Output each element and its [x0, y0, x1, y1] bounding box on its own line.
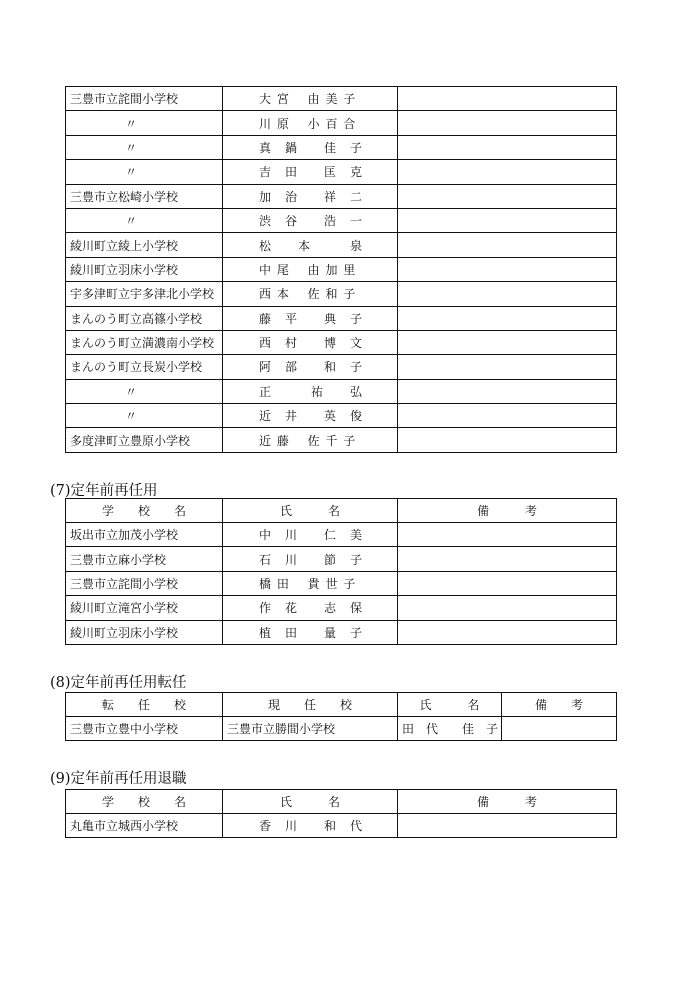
- table-row: [66, 717, 617, 741]
- note-cell: [398, 87, 617, 111]
- note-cell: [398, 355, 617, 379]
- section7-table: [65, 498, 617, 645]
- school-cell: 綾川町立羽床小学校: [66, 620, 223, 644]
- note-cell: [398, 620, 617, 644]
- note-cell: [502, 717, 617, 741]
- name-cell: 中 尾 由 加 里: [223, 257, 398, 281]
- table-row: [66, 330, 617, 354]
- name-cell: 香 川 和 代: [223, 814, 398, 838]
- section7-title: (7)定年前再任用: [50, 483, 158, 499]
- school-cell: 綾川町立滝宮小学校: [66, 596, 223, 620]
- note-cell: [398, 111, 617, 135]
- table-row: [66, 547, 617, 571]
- school-cell: 〃: [66, 111, 223, 135]
- school-cell: 綾川町立羽床小学校: [66, 257, 223, 281]
- note-cell: [398, 257, 617, 281]
- name-cell: 松 本 泉: [223, 233, 398, 257]
- school-cell: 三豊市立麻小学校: [66, 547, 223, 571]
- note-cell: [398, 306, 617, 330]
- note-cell: [398, 208, 617, 232]
- name-cell: 西 本 佐 和 子: [223, 282, 398, 306]
- header-school: 学 校 名: [66, 499, 223, 523]
- header-school: 学 校 名: [66, 790, 223, 814]
- header-to-school: 転 任 校: [66, 693, 223, 717]
- name-cell: 田 代 佳 子: [398, 717, 502, 741]
- to-school-cell: 三豊市立豊中小学校: [66, 717, 223, 741]
- name-cell: 渋 谷 浩 一: [223, 208, 398, 232]
- table-row: [66, 306, 617, 330]
- table-row: [66, 404, 617, 428]
- name-cell: 川 原 小 百 合: [223, 111, 398, 135]
- top-table: [65, 86, 617, 453]
- section7-header-row: [66, 499, 617, 523]
- note-cell: [398, 184, 617, 208]
- header-name: 氏 名: [223, 499, 398, 523]
- note-cell: [398, 596, 617, 620]
- name-cell: 正 祐 弘: [223, 379, 398, 403]
- table-row: [66, 355, 617, 379]
- school-cell: まんのう町立長炭小学校: [66, 355, 223, 379]
- name-cell: 阿 部 和 子: [223, 355, 398, 379]
- school-cell: 〃: [66, 160, 223, 184]
- section9-title: (9)定年前再任用退職: [50, 771, 187, 787]
- table-row: [66, 111, 617, 135]
- school-cell: 三豊市立詫間小学校: [66, 87, 223, 111]
- note-cell: [398, 814, 617, 838]
- header-name: 氏 名: [398, 693, 502, 717]
- school-cell: まんのう町立満濃南小学校: [66, 330, 223, 354]
- name-cell: 橋 田 貴 世 子: [223, 571, 398, 595]
- school-cell: まんのう町立高篠小学校: [66, 306, 223, 330]
- school-cell: 宇多津町立宇多津北小学校: [66, 282, 223, 306]
- note-cell: [398, 379, 617, 403]
- table-row: [66, 135, 617, 159]
- school-cell: 丸亀市立城西小学校: [66, 814, 223, 838]
- note-cell: [398, 330, 617, 354]
- table-row: [66, 523, 617, 547]
- from-school-cell: 三豊市立勝間小学校: [223, 717, 398, 741]
- table-row: [66, 184, 617, 208]
- table-row: [66, 208, 617, 232]
- header-name: 氏 名: [223, 790, 398, 814]
- note-cell: [398, 135, 617, 159]
- name-cell: 西 村 博 文: [223, 330, 398, 354]
- name-cell: 大 宮 由 美 子: [223, 87, 398, 111]
- table-row: [66, 596, 617, 620]
- school-cell: 多度津町立豊原小学校: [66, 428, 223, 452]
- table-row: [66, 379, 617, 403]
- table-row: [66, 571, 617, 595]
- name-cell: 石 川 節 子: [223, 547, 398, 571]
- school-cell: 坂出市立加茂小学校: [66, 523, 223, 547]
- section9-header-row: [66, 790, 617, 814]
- header-note: 備 考: [398, 499, 617, 523]
- section8-table: [65, 692, 617, 741]
- note-cell: [398, 571, 617, 595]
- header-from-school: 現 任 校: [223, 693, 398, 717]
- note-cell: [398, 428, 617, 452]
- name-cell: 真 鍋 佳 子: [223, 135, 398, 159]
- school-cell: 〃: [66, 379, 223, 403]
- section9-table: [65, 789, 617, 838]
- note-cell: [398, 160, 617, 184]
- school-cell: 〃: [66, 404, 223, 428]
- note-cell: [398, 233, 617, 257]
- note-cell: [398, 404, 617, 428]
- school-cell: 三豊市立松崎小学校: [66, 184, 223, 208]
- table-row: [66, 160, 617, 184]
- name-cell: 吉 田 匡 克: [223, 160, 398, 184]
- note-cell: [398, 547, 617, 571]
- table-row: [66, 257, 617, 281]
- name-cell: 植 田 量 子: [223, 620, 398, 644]
- table-row: [66, 620, 617, 644]
- section8-title: (8)定年前再任用転任: [50, 675, 187, 691]
- table-row: [66, 282, 617, 306]
- school-cell: 綾川町立綾上小学校: [66, 233, 223, 257]
- name-cell: 作 花 志 保: [223, 596, 398, 620]
- school-cell: 三豊市立詫間小学校: [66, 571, 223, 595]
- school-cell: 〃: [66, 208, 223, 232]
- table-row: [66, 87, 617, 111]
- header-note: 備 考: [398, 790, 617, 814]
- table-row: [66, 428, 617, 452]
- name-cell: 藤 平 典 子: [223, 306, 398, 330]
- name-cell: 中 川 仁 美: [223, 523, 398, 547]
- table-row: [66, 814, 617, 838]
- school-cell: 〃: [66, 135, 223, 159]
- note-cell: [398, 282, 617, 306]
- note-cell: [398, 523, 617, 547]
- name-cell: 加 治 祥 二: [223, 184, 398, 208]
- section8-header-row: [66, 693, 617, 717]
- table-row: [66, 233, 617, 257]
- name-cell: 近 井 英 俊: [223, 404, 398, 428]
- header-note: 備 考: [502, 693, 617, 717]
- name-cell: 近 藤 佐 千 子: [223, 428, 398, 452]
